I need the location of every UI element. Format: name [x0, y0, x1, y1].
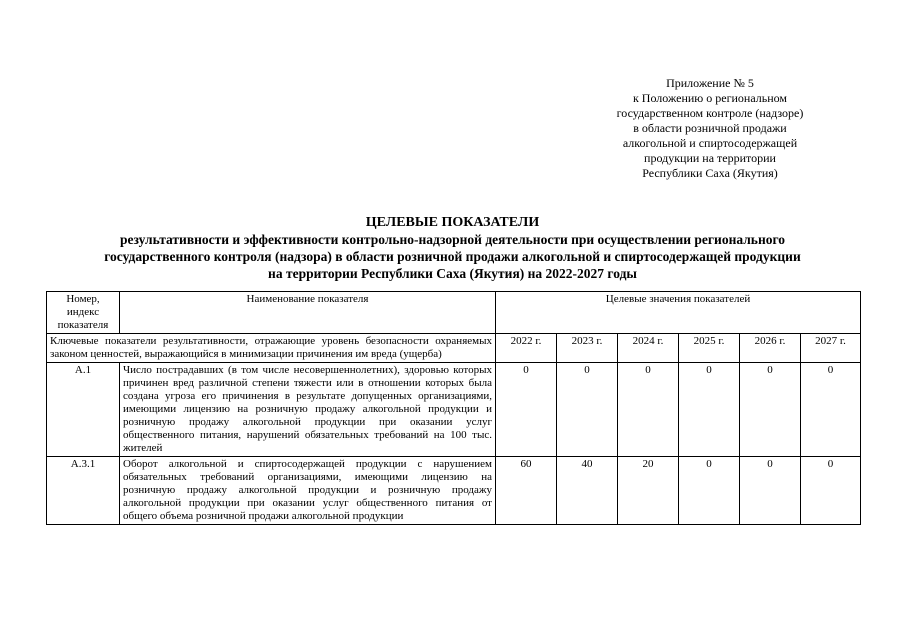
- value-cell: 0: [740, 363, 801, 457]
- value-cell: 0: [496, 363, 557, 457]
- document-title: [40, 214, 865, 282]
- appendix-line: в области розничной продажи: [633, 121, 787, 135]
- row-name: Число пострадавших (в том числе несовершеннолетних), здоровью которых причинен вред различной степени тяжести или в отношении которых была создана угроза его причинения в результате допущенных организациями, имеющими лицензию на розничную продажу алкогольной продукции и розничную продажу алкогольной продукции при оказании услуг общественного питания, нарушений обязательных требований на 100 тыс. жителей: [120, 363, 496, 457]
- appendix-line: к Положению о региональном: [632, 91, 788, 105]
- title-main: ЦЕЛЕВЫЕ ПОКАЗАТЕЛИ: [365, 215, 540, 230]
- value-cell: 0: [679, 363, 740, 457]
- appendix-line: Приложение № 5: [666, 76, 754, 90]
- title-sub-line: результативности и эффективности контрольно-надзорной деятельности при осуществлении регионального: [119, 232, 786, 247]
- year-cell: 2024 г.: [618, 334, 679, 363]
- value-cell: 0: [801, 363, 861, 457]
- table-header-row: [47, 292, 861, 334]
- year-cell: 2022 г.: [496, 334, 557, 363]
- value-cell: 0: [801, 457, 861, 525]
- section-label: Ключевые показатели результативности, отражающие уровень безопасности охраняемых законом ценностей, выражающийся в минимизации причинения им вреда (ущерба): [47, 334, 496, 363]
- value-cell: 0: [679, 457, 740, 525]
- year-cell: 2027 г.: [801, 334, 861, 363]
- value-cell: 0: [557, 363, 618, 457]
- row-name: Оборот алкогольной и спиртосодержащей продукции с нарушением обязательных требований организациями, имеющими лицензию на розничную продажу алкогольной продукции и розничную продажу алкогольной продукции при оказании услуг общественного питания от общего объема розничной продажи алкогольной продукции: [120, 457, 496, 525]
- row-index: А.3.1: [47, 457, 120, 525]
- title-sub-line: на территории Республики Саха (Якутия) на 2022-2027 годы: [268, 266, 637, 281]
- appendix-line: Республики Саха (Якутия): [642, 166, 778, 180]
- appendix-note: [600, 76, 820, 181]
- appendix-line: государственном контроле (надзоре): [616, 106, 804, 120]
- value-cell: 60: [496, 457, 557, 525]
- row-index: А.1: [47, 363, 120, 457]
- indicators-table: [46, 291, 861, 525]
- value-cell: 20: [618, 457, 679, 525]
- appendix-line: продукции на территории: [644, 151, 776, 165]
- value-cell: 0: [740, 457, 801, 525]
- table-row: [47, 457, 861, 525]
- title-sub-line: государственного контроля (надзора) в области розничной продажи алкогольной и спиртосодержащей продукции: [104, 249, 801, 264]
- header-targets: Целевые значения показателей: [496, 292, 861, 334]
- year-cell: 2023 г.: [557, 334, 618, 363]
- header-index: Номер, индекс показателя: [47, 292, 120, 334]
- year-cell: 2026 г.: [740, 334, 801, 363]
- header-name: Наименование показателя: [120, 292, 496, 334]
- table-row: [47, 363, 861, 457]
- value-cell: 0: [618, 363, 679, 457]
- appendix-line: алкогольной и спиртосодержащей: [622, 136, 798, 150]
- section-row: [47, 334, 861, 363]
- value-cell: 40: [557, 457, 618, 525]
- year-cell: 2025 г.: [679, 334, 740, 363]
